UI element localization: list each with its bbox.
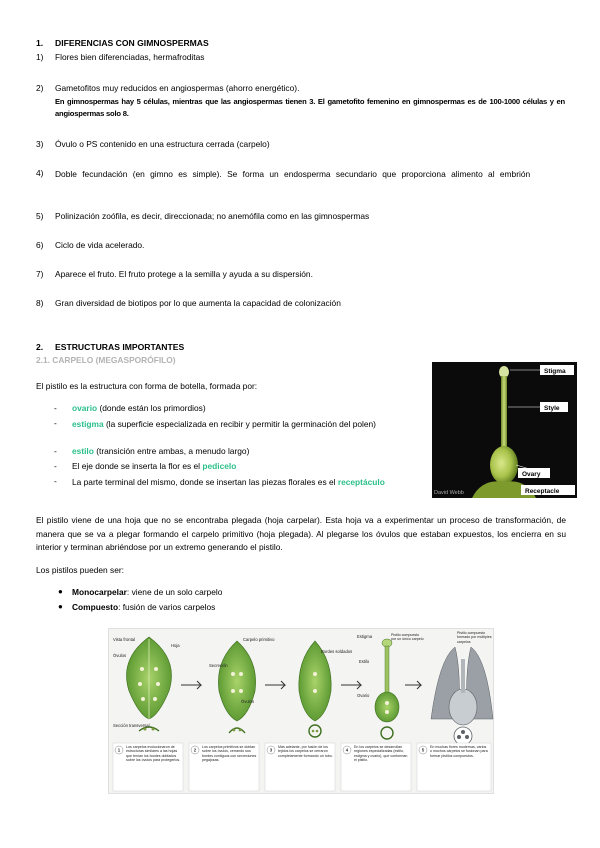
carpel-evolution-figure	[109, 629, 495, 795]
step-number: 4	[345, 747, 349, 753]
part-item-estilo	[72, 446, 424, 457]
pistil-intro: El pistilo es la estructura con forma de botella, formada por:	[36, 381, 258, 391]
photo-credit: David Webb	[434, 490, 464, 496]
step-number: 5	[421, 747, 425, 753]
part-desc: (transición entre ambas, a menudo largo)	[93, 446, 250, 456]
term-receptaculo: receptáculo	[337, 477, 385, 487]
type-desc: : viene de un solo carpelo	[126, 587, 223, 597]
carpel-evolution-diagram	[108, 628, 494, 794]
label-receptacle: Receptacle	[525, 488, 560, 495]
term-estilo: estilo	[72, 446, 94, 456]
item-number: 8)	[36, 298, 44, 308]
section1-heading-number: 1.	[36, 38, 44, 48]
label-ovulos-2: Óvulos	[241, 699, 255, 704]
pistil-illustration	[432, 362, 577, 498]
label-bordes-soldados: Bordes soldados	[321, 649, 353, 654]
part-item-estigma	[72, 418, 424, 431]
step-text: En los carpelos se desarrollan regiones especializadas (estilo, estigma y ovario), que conforman el pistilo.	[354, 745, 408, 762]
type-term: Monocarpelar	[72, 587, 127, 597]
label-pistilo-multiple: Pistilo compuesto formado por múltiples carpelos	[457, 631, 492, 644]
term-estigma: estigma	[72, 419, 104, 429]
type-compuesto	[72, 602, 215, 613]
dash: -	[54, 476, 57, 486]
dash: -	[54, 403, 57, 413]
step-text: En muchas flores modernas, varios o muchos carpelos se fusionan para formar pistilos compuestos.	[430, 745, 488, 758]
list-item: Ciclo de vida acelerado.	[55, 240, 145, 250]
pistil-photo	[432, 362, 577, 498]
label-ovario: Ovario	[357, 693, 370, 698]
item-number: 3)	[36, 139, 44, 149]
dash: -	[54, 446, 57, 456]
type-monocarpelar	[72, 587, 222, 598]
part-item-receptaculo	[72, 476, 424, 489]
item-number: 6)	[36, 240, 44, 250]
part-item-ovario	[72, 403, 424, 414]
part-pre: La parte terminal del mismo, donde se insertan las piezas florales es el	[72, 477, 338, 487]
list-item: Gran diversidad de biotipos por lo que aumenta la capacidad de colonización	[55, 298, 341, 308]
item-number: 2)	[36, 83, 44, 93]
pistil-paragraph: El pistilo viene de una hoja que no se encontraba plegada (hoja carpelar). Esta hoja va a experimentar un proceso de transformación, de manera que se va a plegar formando el carpelo primitivo (hoja plegada). Al plegarse los óvulos que estaban expuestos, los encierra en su interior y terminan abriéndose por un extremo generando el pistilo.	[36, 515, 566, 553]
list-item-note: En gimnospermas hay 5 células, mientras que las angiospermas tienen 3. El gametofito femenino en gimnospermas es de 100-1000 células y en angiospermas solo 8.	[55, 97, 565, 118]
step-number: 2	[193, 747, 197, 753]
item-number: 4)	[36, 168, 44, 178]
section2-subheading: 2.1. CARPELO (MEGASPORÓFILO)	[36, 355, 176, 365]
label-stigma: Stigma	[544, 368, 566, 375]
part-desc: (donde están los primordios)	[97, 403, 206, 413]
label-style: Style	[544, 405, 560, 412]
label-carpelo-primitivo: Carpelo primitivo	[243, 637, 275, 642]
label-pistilo-unico: Pistilo compuesto por un único carpelo	[391, 633, 424, 642]
section1-heading: DIFERENCIAS CON GIMNOSPERMAS	[55, 38, 209, 48]
term-pedicelo: pedicelo	[202, 461, 237, 471]
step-number: 1	[117, 747, 121, 753]
label-secrecion: Secreción	[209, 663, 228, 668]
bullet-icon: ●	[58, 587, 63, 596]
type-term: Compuesto	[72, 602, 119, 612]
label-seccion: Sección transversal	[113, 723, 150, 728]
item-number: 1)	[36, 52, 44, 62]
label-ovary: Ovary	[522, 471, 541, 478]
pistil-types-intro: Los pistilos pueden ser:	[36, 565, 124, 575]
dash: -	[54, 418, 57, 428]
part-desc: (la superficie especializada en recibir y permitir la germinación del polen)	[103, 419, 376, 429]
dash: -	[54, 461, 57, 471]
item-number: 5)	[36, 211, 44, 221]
list-item: Flores bien diferenciadas, hermafroditas	[55, 52, 205, 62]
step-text: Los carpelos evolucionaron de estructuras similares a las hojas que tenían los bordes doblados sobre los óvulos para protegerlos.	[126, 745, 181, 762]
label-hoja: Hoja	[171, 643, 180, 648]
step-number: 3	[269, 747, 273, 753]
term-ovario: ovario	[72, 403, 98, 413]
part-item-pedicelo	[72, 461, 424, 472]
label-estigma: Estigma	[357, 634, 373, 639]
list-item: Gametofitos muy reducidos en angiospermas (ahorro energético).	[55, 83, 300, 93]
list-item: Aparece el fruto. El fruto protege a la semilla y ayuda a su dispersión.	[55, 269, 313, 279]
step-text: Más adelante, por fusión de los tejidos los carpelos se cerraron completamente formando un tubo.	[278, 745, 333, 758]
section2-heading: ESTRUCTURAS IMPORTANTES	[55, 342, 185, 352]
item-number: 7)	[36, 269, 44, 279]
step-text: Los carpelos primitivos se doblan sobre los óvulos, cerrando sus bordes contiguos con secreciones pegajosas.	[202, 745, 257, 762]
list-item: Óvulo o PS contenido en una estructura cerrada (carpelo)	[55, 139, 270, 149]
list-item: Polinización zoófila, es decir, direccionada; no anemófila como en las gimnospermas	[55, 211, 370, 221]
list-item: Doble fecundación (en gimno es simple). Se forma un endosperma secundario que proporciona alimento al embrión	[55, 169, 531, 179]
label-vista-frontal: Vista frontal	[113, 637, 136, 642]
part-pre: El eje donde se inserta la flor es el	[72, 461, 203, 471]
type-desc: : fusión de varios carpelos	[118, 602, 216, 612]
label-ovulos-1: Óvulos	[113, 653, 127, 658]
bullet-icon: ●	[58, 602, 63, 611]
label-estilo: Estilo	[359, 659, 370, 664]
section2-heading-number: 2.	[36, 342, 44, 352]
